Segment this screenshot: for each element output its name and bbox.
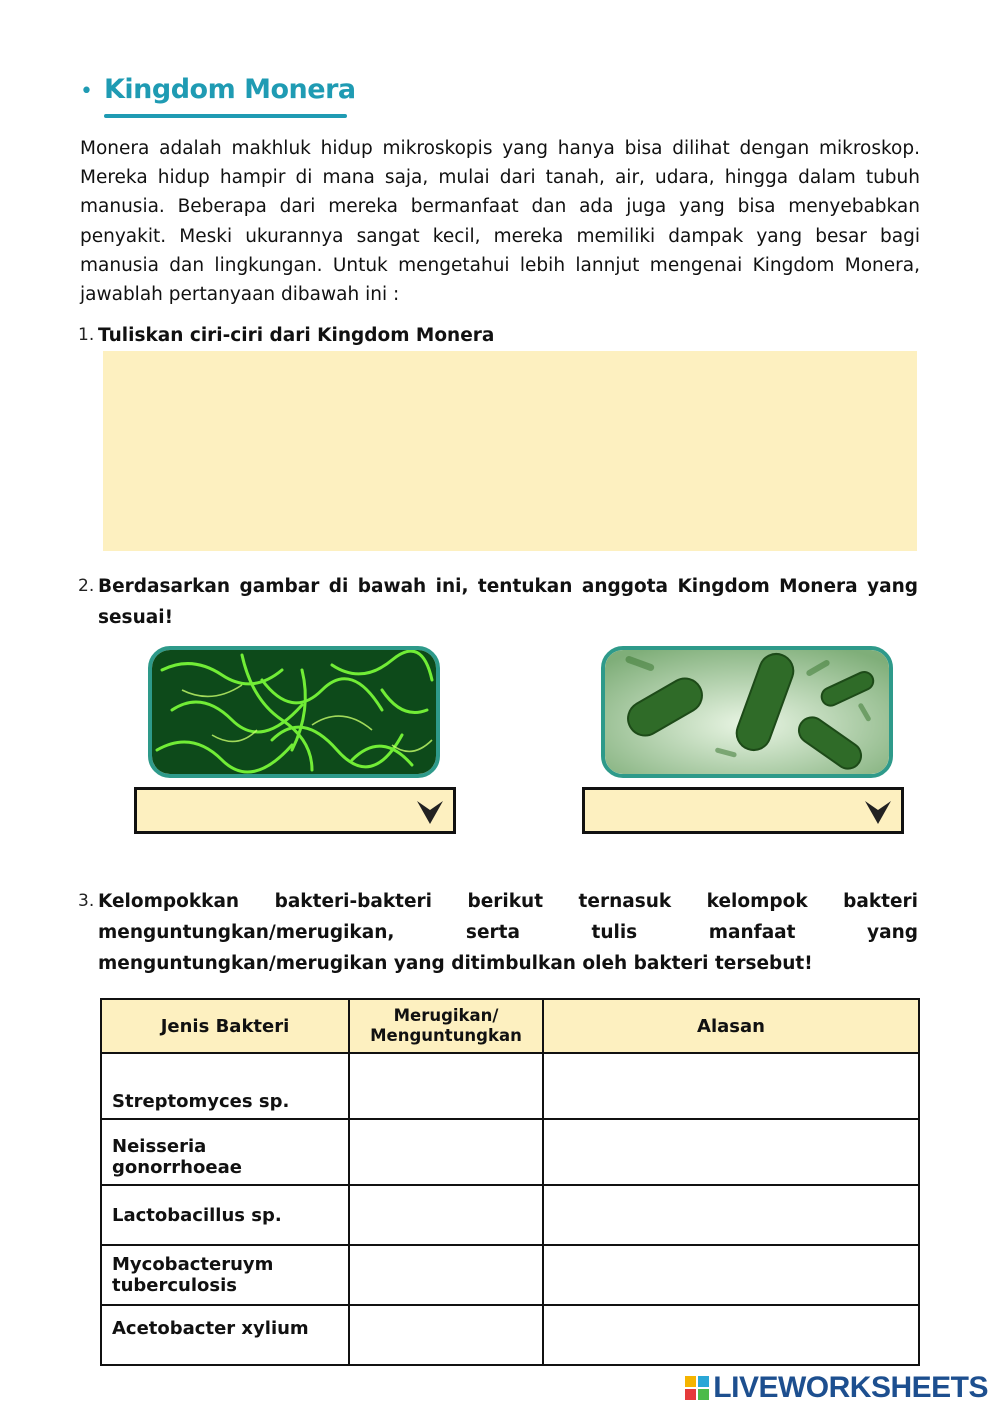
chevron-down-icon bbox=[415, 798, 445, 826]
question-2 bbox=[78, 571, 918, 633]
question-3-text: Kelompokkan bakteri-bakteri berikut ternasuk kelompok bakteri menguntungkan/merugikan, serta tulis manfaat yang menguntungkan/merugikan yang ditimbulkan oleh bakteri tersebut! bbox=[98, 891, 918, 974]
image-2-answer-dropdown[interactable] bbox=[582, 787, 904, 834]
image-1-answer-dropdown[interactable] bbox=[134, 787, 456, 834]
green-filament-bacteria-image bbox=[148, 646, 440, 778]
table-row bbox=[101, 1053, 919, 1119]
status-cell[interactable] bbox=[349, 1185, 543, 1245]
reason-cell[interactable] bbox=[543, 1053, 919, 1119]
chevron-down-icon bbox=[863, 798, 893, 826]
intro-paragraph: Monera adalah makhluk hidup mikroskopis yang hanya bisa dilihat dengan mikroskop. Mereka hidup hampir di mana saja, mulai dari tanah, air, udara, hingga dalam tubuh manusia. Beberapa dari mereka bermanfaat dan ada juga yang bisa menyebabkan penyakit. Meski ukurannya sangat kecil, mereka memiliki dampak yang besar bagi manusia dan lingkungan. Untuk mengetahui lebih lannjut mengenai Kingdom Monera, jawablah pertanyaan dibawah ini : bbox=[80, 138, 920, 306]
table-row bbox=[101, 1245, 919, 1305]
question-2-number: 2. bbox=[78, 576, 95, 596]
status-cell[interactable] bbox=[349, 1053, 543, 1119]
status-cell[interactable] bbox=[349, 1305, 543, 1365]
bullet-icon: • bbox=[80, 79, 93, 104]
reason-cell[interactable] bbox=[543, 1305, 919, 1365]
header-jenis-bakteri: Jenis Bakteri bbox=[101, 999, 349, 1053]
table-row bbox=[101, 1185, 919, 1245]
brand-name: LIVEWORKSHEETS bbox=[713, 1371, 988, 1404]
page-title: Kingdom Monera bbox=[104, 74, 356, 105]
bacteria-table bbox=[100, 998, 920, 1366]
question-1-text: Tuliskan ciri-ciri dari Kingdom Monera bbox=[98, 325, 495, 346]
question-1 bbox=[78, 320, 918, 351]
rod-shaped-bacteria-image bbox=[601, 646, 893, 778]
reason-cell[interactable] bbox=[543, 1119, 919, 1185]
question-1-answer-input[interactable] bbox=[103, 351, 917, 551]
status-cell[interactable] bbox=[349, 1245, 543, 1305]
table-header-row bbox=[101, 999, 919, 1053]
header-alasan: Alasan bbox=[543, 999, 919, 1053]
question-2-text: Berdasarkan gambar di bawah ini, tentukan anggota Kingdom Monera yang sesuai! bbox=[98, 576, 918, 628]
title-underline bbox=[104, 114, 347, 118]
table-row bbox=[101, 1119, 919, 1185]
liveworksheets-logo-icon bbox=[685, 1376, 709, 1400]
bacteria-name: Streptomyces sp. bbox=[101, 1053, 349, 1119]
header-merugikan-menguntungkan: Merugikan/ Menguntungkan bbox=[349, 999, 543, 1053]
bacteria-name: Lactobacillus sp. bbox=[101, 1185, 349, 1245]
status-cell[interactable] bbox=[349, 1119, 543, 1185]
question-1-number: 1. bbox=[78, 325, 95, 345]
table-row bbox=[101, 1305, 919, 1365]
bacteria-name: Mycobacteruym tuberculosis bbox=[101, 1245, 349, 1305]
reason-cell[interactable] bbox=[543, 1185, 919, 1245]
reason-cell[interactable] bbox=[543, 1245, 919, 1305]
bacteria-name: Neisseria gonorrhoeae bbox=[101, 1119, 349, 1185]
bacteria-name: Acetobacter xylium bbox=[101, 1305, 349, 1365]
footer-brand bbox=[685, 1368, 988, 1408]
question-3 bbox=[78, 886, 918, 979]
question-3-number: 3. bbox=[78, 891, 95, 911]
